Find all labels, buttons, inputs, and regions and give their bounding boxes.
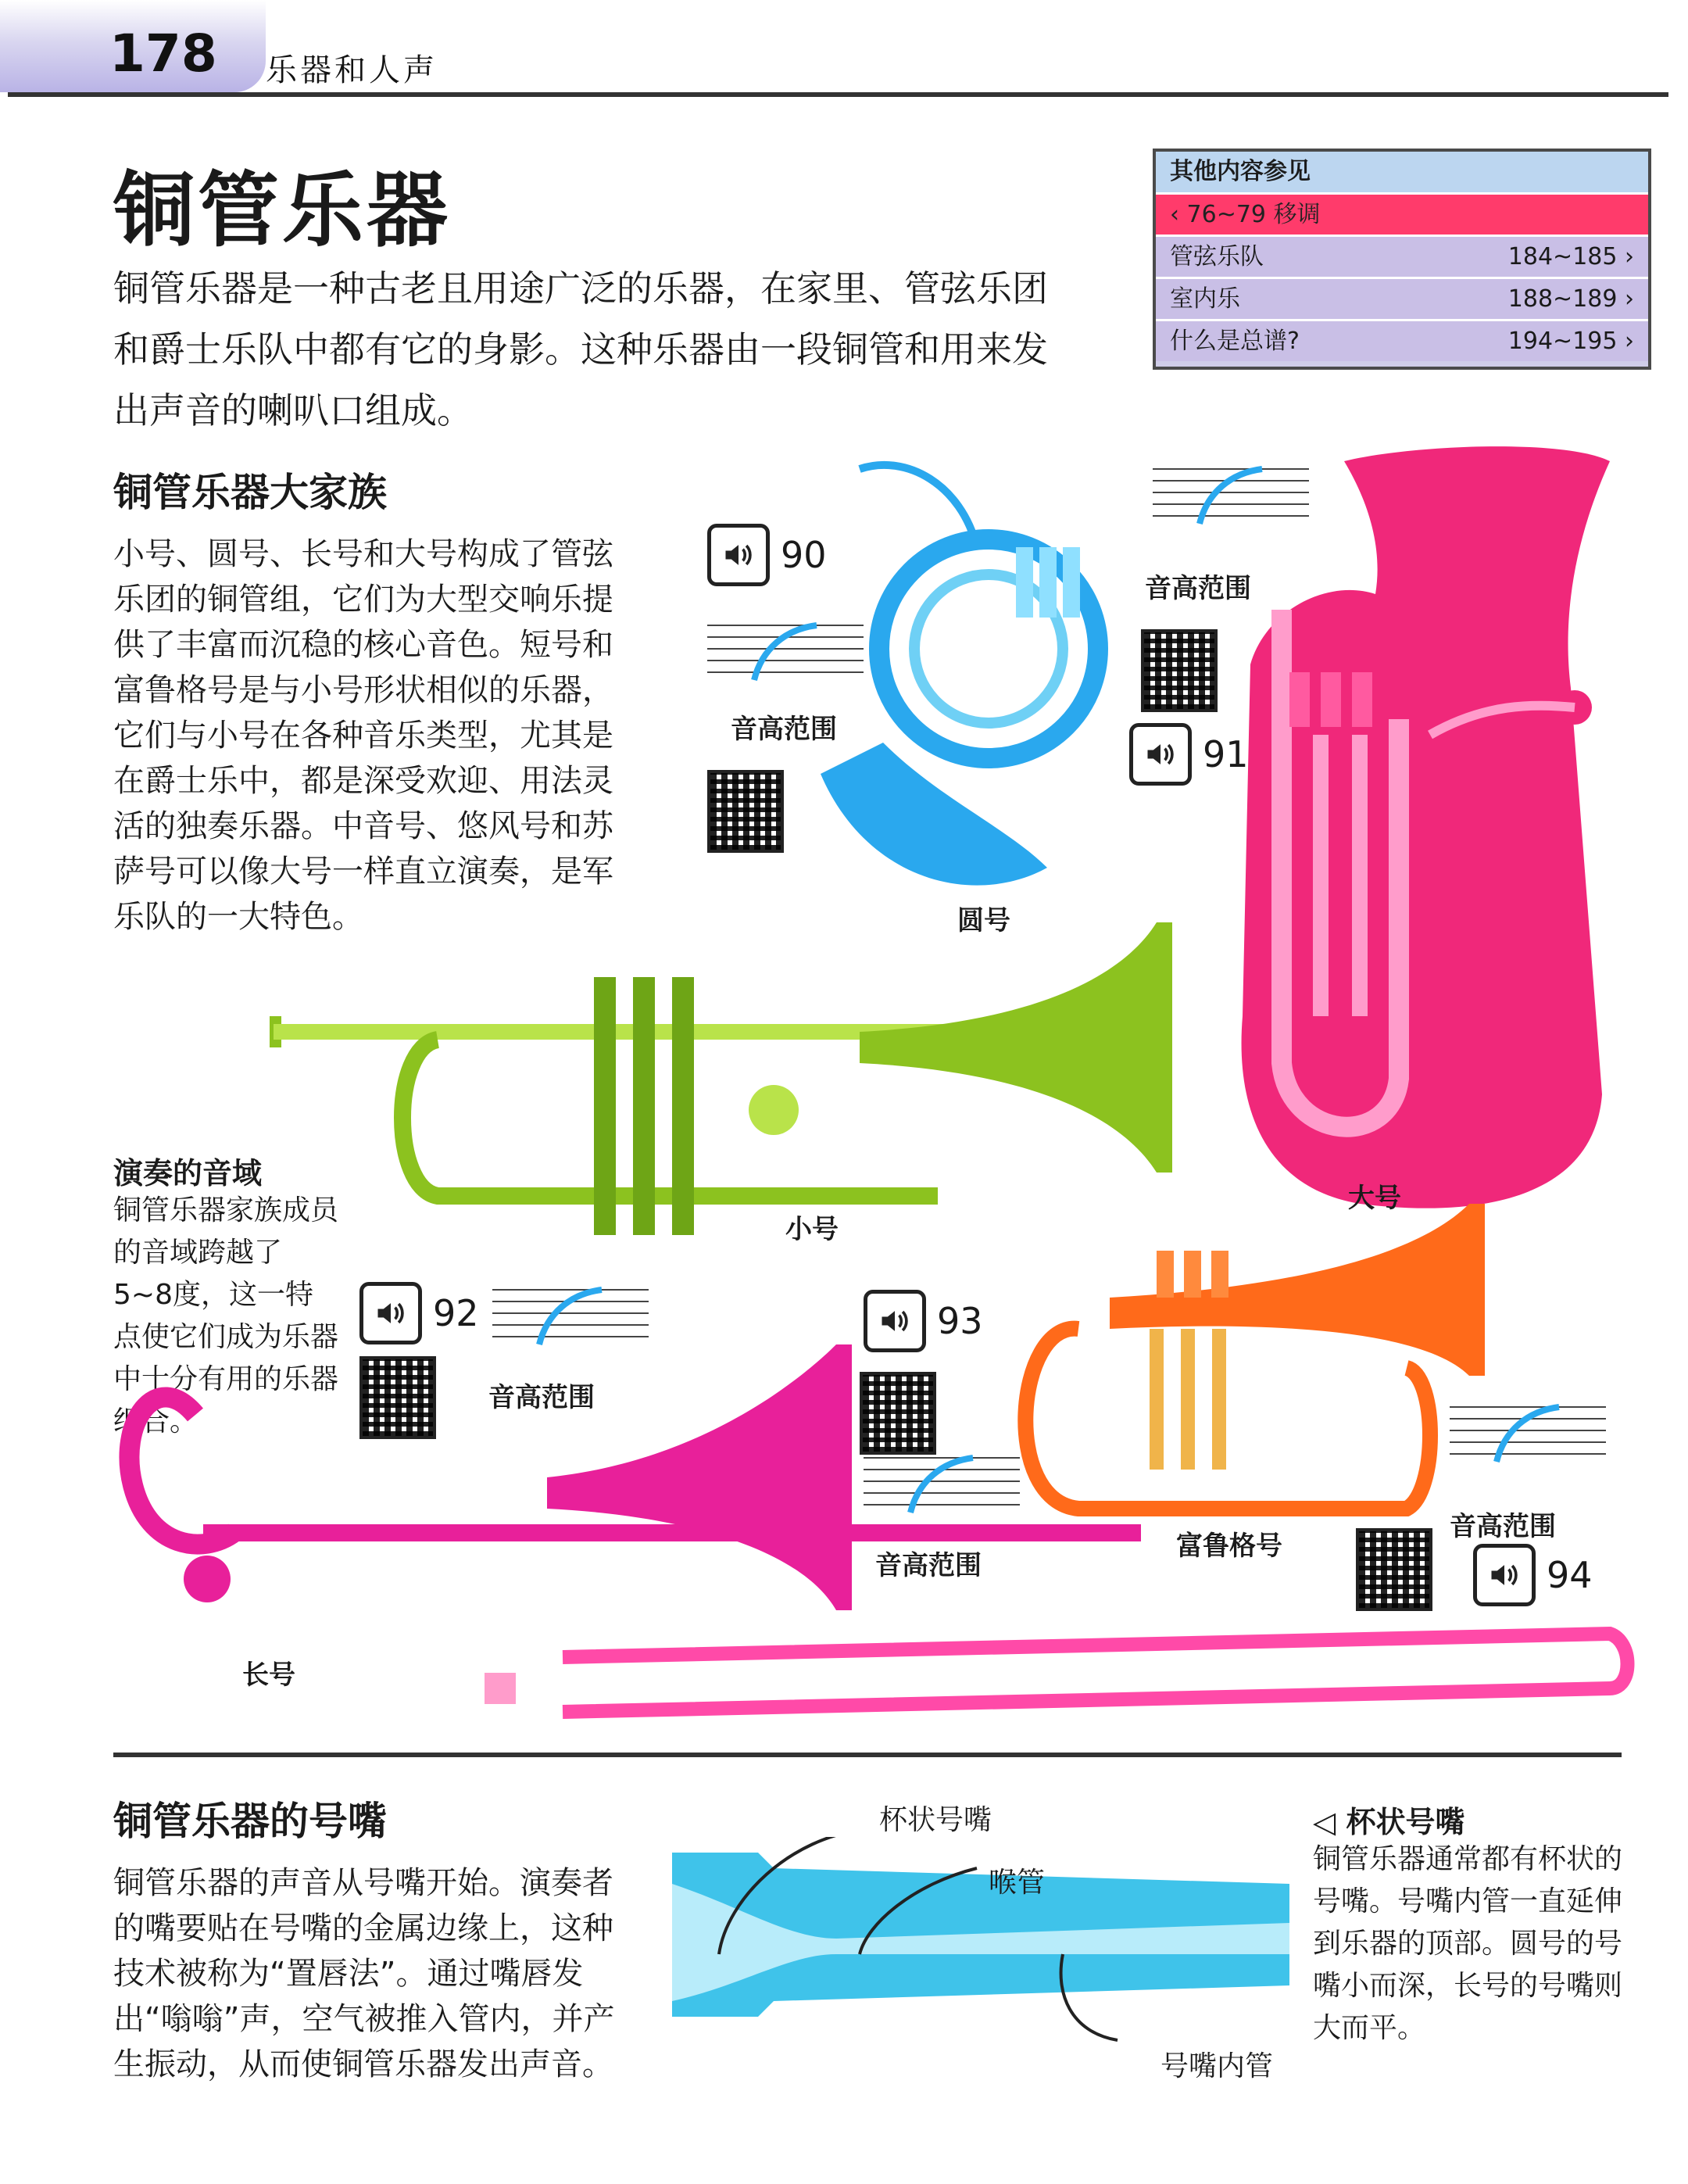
speaker-icon [1129,723,1192,786]
pitch-range-staff-flugelhorn [1450,1391,1606,1470]
speaker-icon [707,524,770,586]
mouthpiece-text: 铜管乐器的声音从号嘴开始。演奏者的嘴要贴在号嘴的金属边缘上，这种技术被称为“置唇法”。通过嘴唇发出“嗡嗡”声，空气被推入管内，并产生振动，从而使铜管乐器发出声音。 [113,1865,615,2082]
cup-mouthpiece-text: 铜管乐器通常都有杯状的号嘴。号嘴内管一直延伸到乐器的顶部。圆号的号嘴小而深，长号的号嘴则大而平。 [1313,1843,1623,2044]
see-also-label: 管弦乐队 [1170,243,1264,270]
mouthpiece-label-cup: 杯状号嘴 [879,1804,992,1836]
instrument-label-flugelhorn: 富鲁格号 [1176,1531,1282,1562]
pitch-range-label: 音高范围 [731,714,837,745]
tuba-drawing [1242,446,1610,1208]
section-name: 乐器和人声 [266,52,438,88]
audio-button-92[interactable] [359,1282,479,1344]
see-also-label: ‹ 76~79 移调 [1170,201,1321,228]
flugelhorn-drawing [1025,1204,1485,1509]
qr-code[interactable] [359,1356,436,1439]
see-also-heading: 其他内容参见 [1156,152,1648,192]
intro-paragraph: 铜管乐器是一种古老且用途广泛的乐器，在家里、管弦乐团和爵士乐队中都有它的身影。这种乐器由一段铜管和用来发出声音的喇叭口组成。 [113,267,1048,431]
audio-button-90[interactable] [707,524,827,586]
family-heading: 铜管乐器大家族 [113,470,387,515]
audio-button-91[interactable] [1129,723,1249,786]
speaker-icon [864,1290,926,1352]
see-also-pages: 188~189 › [1507,285,1634,313]
pitch-range-label: 音高范围 [1145,573,1251,604]
audio-button-93[interactable] [864,1290,983,1352]
see-also-pages: 194~195 › [1507,328,1634,355]
section-divider [113,1753,1622,1757]
page-number: 178 [109,23,217,84]
pitch-range-label: 音高范围 [488,1382,595,1413]
audio-track-number: 90 [781,534,827,576]
speaker-icon [1473,1544,1536,1606]
qr-code[interactable] [707,770,784,853]
instrument-label-trombone: 长号 [242,1659,295,1691]
range-note-heading: 演奏的音域 [113,1156,263,1190]
audio-track-number: 92 [433,1292,479,1334]
see-also-label: 什么是总谱? [1170,328,1300,355]
trumpet-drawing [270,922,1172,1235]
instrument-label-horn: 圆号 [957,905,1010,936]
see-also-pages: 184~185 › [1507,243,1634,270]
speaker-icon [359,1282,422,1344]
instrument-label-trumpet: 小号 [785,1214,839,1245]
pitch-range-label: 音高范围 [1450,1511,1556,1542]
pitch-range-staff-trumpet [492,1274,649,1352]
qr-code[interactable] [1356,1528,1432,1611]
mouthpiece-heading: 铜管乐器的号嘴 [113,1799,387,1844]
cup-mouthpiece-heading: ◁ 杯状号嘴 [1313,1805,1465,1839]
pitch-range-staff-trombone [864,1442,1020,1520]
qr-code[interactable] [1141,629,1218,712]
pitch-range-staff-horn [707,610,864,688]
see-also-label: 室内乐 [1170,285,1240,313]
mouthpiece-label-throat: 喉管 [989,1867,1046,1899]
instrument-label-tuba: 大号 [1348,1183,1401,1214]
audio-track-number: 94 [1547,1554,1593,1596]
audio-track-number: 91 [1203,733,1249,775]
pitch-range-label: 音高范围 [875,1550,982,1581]
mouthpiece-diagram [664,1837,1289,2071]
family-text: 小号、圆号、长号和大号构成了管弦乐团的铜管组，它们为大型交响乐提供了丰富而沉稳的核心音色。短号和富鲁格号是与小号形状相似的乐器，它们与小号在各种音乐类型，尤其是在爵士乐中，都是深受欢迎、用法灵活的独奏乐器。中音号、悠风号和苏萨号可以像大号一样直立演奏，是军乐队的一大特色。 [113,536,613,935]
page-title: 铜管乐器 [113,163,452,258]
range-note-text: 铜管乐器家族成员的音域跨越了5~8度，这一特点使它们成为乐器中十分有用的乐器组合。 [113,1194,339,1438]
mouthpiece-label-backbore: 号嘴内管 [1160,2050,1274,2082]
audio-button-94[interactable] [1473,1544,1593,1606]
audio-track-number: 93 [937,1300,983,1342]
pitch-range-staff-tuba [1153,453,1309,532]
